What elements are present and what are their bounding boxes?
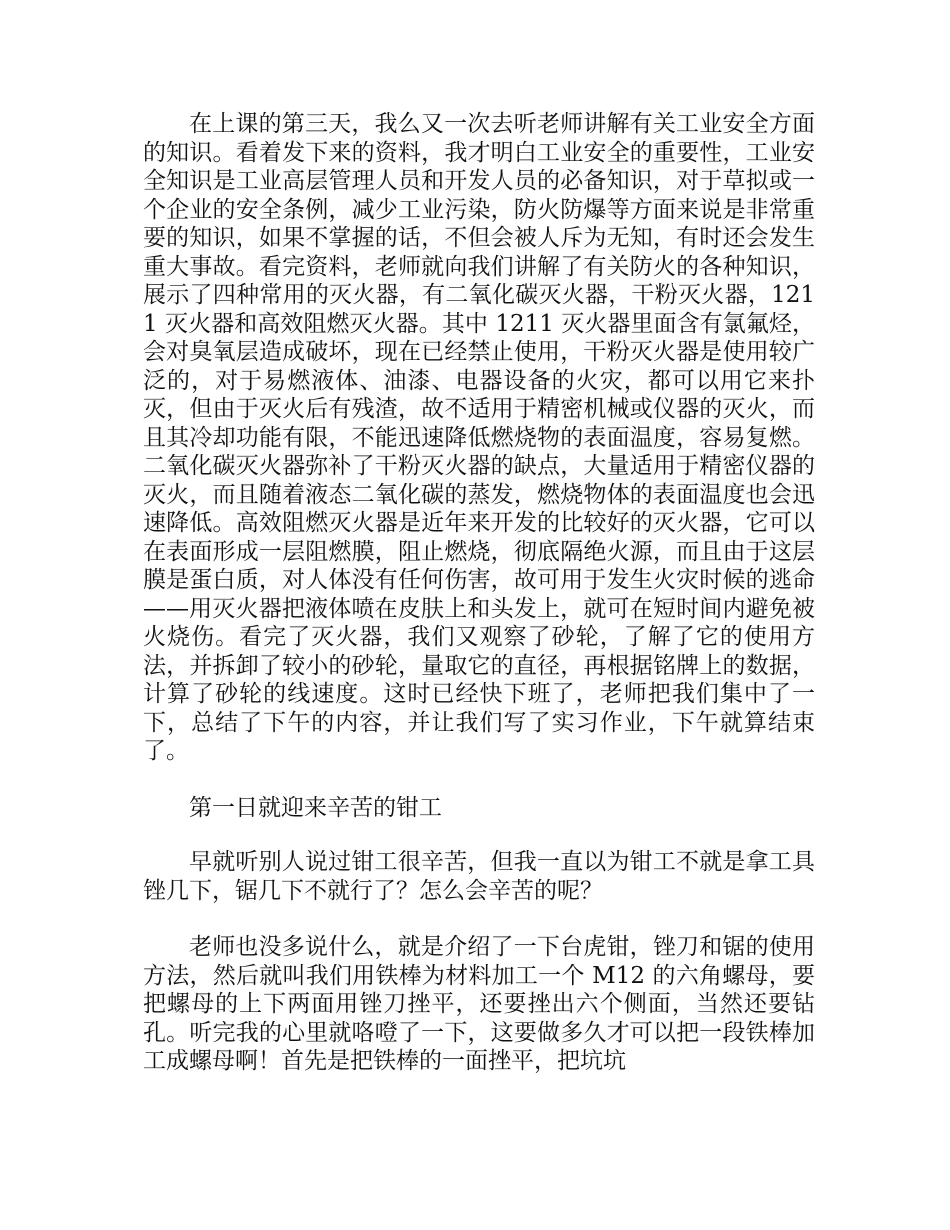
paragraph-fitter-expectation: 早就听别人说过钳工很辛苦，但我一直以为钳工不就是拿工具锉几下，锯几下不就行了？怎么会辛苦的呢？ (143, 849, 815, 904)
document-body (143, 110, 815, 1104)
paragraph-nut-making: 老师也没多说什么，就是介绍了一下台虎钳，锉刀和锯的使用方法，然后就叫我们用铁棒为材料加工一个 M12 的六角螺母，要把螺母的上下两面用锉刀挫平，还要挫出六个侧面，当然还要钻孔。听完我的心里就咯噔了一下，这要做多久才可以把一段铁棒加工成螺母啊！首先是把铁棒的一面挫平，把坑坑 (143, 934, 815, 1074)
section-heading-fitter: 第一日就迎来辛苦的钳工 (189, 794, 442, 821)
paragraph-safety-lecture: 在上课的第三天，我么又一次去听老师讲解有关工业安全方面的知识。看着发下来的资料，我才明白工业安全的重要性，工业安全知识是工业高层管理人员和开发人员的必备知识，对于草拟或一个企业的安全条例，减少工业污染，防火防爆等方面来说是非常重要的知识，如果不掌握的话，不但会被人斥为无知，有时还会发生重大事故。看完资料，老师就向我们讲解了有关防火的各种知识，展示了四种常用的灭火器，有二氧化碳灭火器，干粉灭火器，1211 灭火器和高效阻燃灭火器。其中 1211 灭火器里面含有氯氟烃，会对臭氧层造成破坏，现在已经禁止使用，干粉灭火器是使用较广泛的，对于易燃液体、油漆、电器设备的火灾，都可以用它来扑灭，但由于灭火后有残渣，故不适用于精密机械或仪器的灭火，而且其冷却功能有限，不能迅速降低燃烧物的表面温度，容易复燃。二氧化碳灭火器弥补了干粉灭火器的缺点，大量适用于精密仪器的灭火，而且随着液态二氧化碳的蒸发，燃烧物体的表面温度也会迅速降低。高效阻燃灭火器是近年来开发的比较好的灭火器，它可以在表面形成一层阻燃膜，阻止燃烧，彻底隔绝火源，而且由于这层膜是蛋白质，对人体没有任何伤害，故可用于发生火灾时候的逃命——用灭火器把液体喷在皮肤上和头发上，就可在短时间内避免被火烧伤。看完了灭火器，我们又观察了砂轮，了解了它的使用方法，并拆卸了较小的砂轮，量取它的直径，再根据铭牌上的数据，计算了砂轮的线速度。这时已经快下班了，老师把我们集中了一下，总结了下午的内容，并让我们写了实习作业，下午就算结束了。 (143, 111, 815, 764)
